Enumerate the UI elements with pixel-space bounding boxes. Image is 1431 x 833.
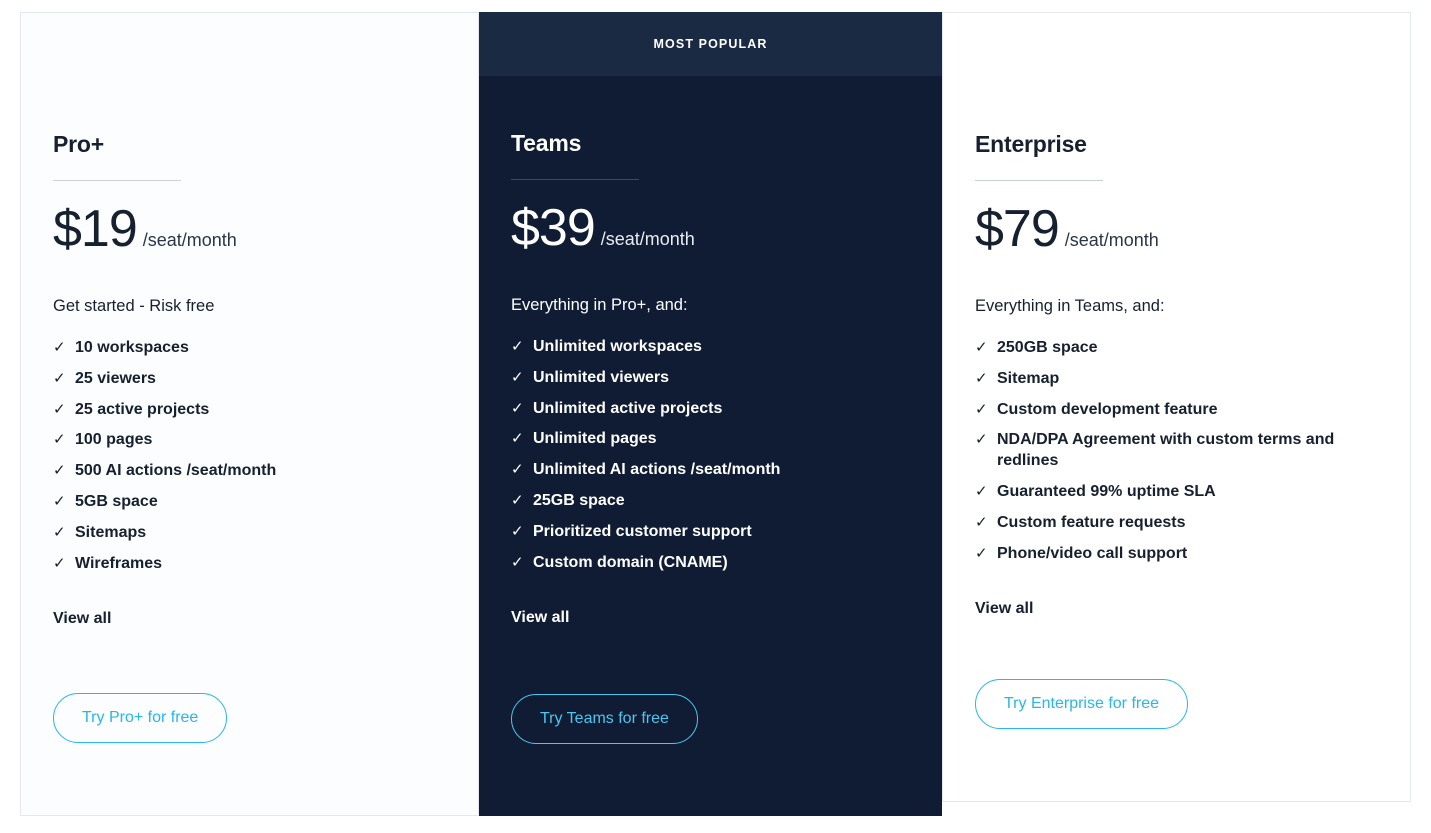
check-icon: ✓ xyxy=(975,369,988,387)
list-item xyxy=(511,399,910,420)
plan-name: Enterprise xyxy=(975,131,1087,157)
view-all-link[interactable]: View all xyxy=(975,600,1034,618)
check-icon: ✓ xyxy=(511,553,524,571)
list-item xyxy=(975,544,1378,565)
list-item xyxy=(511,460,910,481)
pricing-card-enterprise[interactable] xyxy=(942,12,1411,802)
list-item xyxy=(975,400,1378,421)
check-icon: ✓ xyxy=(511,338,524,355)
try-pro-plus-button[interactable]: Try Pro+ for free xyxy=(53,693,227,743)
feature-label: Unlimited active projects xyxy=(533,399,723,417)
pricing-card-pro-plus[interactable] xyxy=(20,12,479,816)
feature-label: Unlimited viewers xyxy=(533,368,670,386)
feature-label: Custom domain (CNAME) xyxy=(533,553,728,571)
feature-label: 500 AI actions /seat/month xyxy=(75,462,277,480)
feature-label: 25GB space xyxy=(533,491,625,509)
feature-label: 25 viewers xyxy=(75,369,156,387)
plan-price-suffix: /seat/month xyxy=(142,230,237,250)
plan-name: Teams xyxy=(511,130,582,156)
check-icon: ✓ xyxy=(511,368,524,386)
price-line xyxy=(53,200,446,258)
feature-label: NDA/DPA Agreement with custom terms and redlines xyxy=(997,431,1335,470)
list-item xyxy=(53,338,446,359)
list-item xyxy=(53,369,446,390)
list-item xyxy=(53,461,446,482)
card-body-enterprise xyxy=(943,13,1410,801)
card-body-teams xyxy=(479,76,942,816)
list-item xyxy=(975,369,1378,390)
plan-price: $79 xyxy=(975,200,1059,258)
divider xyxy=(975,180,1103,181)
check-icon: ✓ xyxy=(53,492,66,510)
list-item xyxy=(511,337,910,358)
list-item xyxy=(53,400,446,421)
list-item xyxy=(53,554,446,575)
try-enterprise-button[interactable]: Try Enterprise for free xyxy=(975,679,1188,729)
view-all-link[interactable]: View all xyxy=(53,610,112,628)
check-icon: ✓ xyxy=(53,369,66,387)
list-item xyxy=(53,492,446,513)
feature-label: 10 workspaces xyxy=(75,339,189,356)
plan-tagline: Everything in Teams, and: xyxy=(975,297,1165,315)
check-icon: ✓ xyxy=(511,461,524,479)
check-icon: ✓ xyxy=(53,554,66,572)
check-icon: ✓ xyxy=(975,431,988,449)
cta-wrapper xyxy=(975,679,1378,801)
feature-label: Sitemaps xyxy=(75,523,147,541)
plan-price: $39 xyxy=(511,199,595,257)
check-icon: ✓ xyxy=(53,400,66,418)
check-icon: ✓ xyxy=(511,399,524,417)
check-icon: ✓ xyxy=(511,430,524,448)
feature-list xyxy=(511,337,910,583)
plan-price: $19 xyxy=(53,200,137,258)
pricing-cards-row xyxy=(20,12,1411,816)
list-item xyxy=(511,553,910,574)
card-body-pro-plus xyxy=(21,13,478,815)
price-line xyxy=(975,200,1378,258)
check-icon: ✓ xyxy=(975,513,988,531)
list-item xyxy=(53,523,446,544)
divider xyxy=(511,179,639,180)
feature-label: Prioritized customer support xyxy=(533,522,752,540)
feature-label: Custom feature requests xyxy=(997,513,1186,531)
check-icon: ✓ xyxy=(511,522,524,540)
plan-tagline: Everything in Pro+, and: xyxy=(511,296,688,314)
feature-label: Custom development feature xyxy=(997,400,1218,418)
list-item xyxy=(975,513,1378,534)
list-item xyxy=(53,430,446,451)
list-item xyxy=(511,429,910,450)
list-item xyxy=(511,368,910,389)
check-icon: ✓ xyxy=(53,523,66,541)
divider xyxy=(53,180,181,181)
list-item xyxy=(975,338,1378,359)
feature-label: Guaranteed 99% uptime SLA xyxy=(997,482,1216,500)
list-item xyxy=(511,491,910,512)
feature-label: 5GB space xyxy=(75,492,158,510)
view-all-link[interactable]: View all xyxy=(511,609,570,627)
feature-label: Phone/video call support xyxy=(997,544,1188,562)
check-icon: ✓ xyxy=(53,339,66,356)
most-popular-badge: MOST POPULAR xyxy=(479,12,942,76)
try-teams-button[interactable]: Try Teams for free xyxy=(511,694,698,744)
check-icon: ✓ xyxy=(975,544,988,562)
feature-list xyxy=(975,338,1378,574)
feature-label: Unlimited pages xyxy=(533,430,657,448)
price-line xyxy=(511,199,910,257)
list-item xyxy=(511,522,910,543)
check-icon: ✓ xyxy=(975,482,988,500)
check-icon: ✓ xyxy=(53,462,66,480)
feature-label: Sitemap xyxy=(997,369,1060,387)
check-icon: ✓ xyxy=(975,400,988,418)
check-icon: ✓ xyxy=(53,431,66,449)
plan-price-suffix: /seat/month xyxy=(600,229,695,249)
plan-name: Pro+ xyxy=(53,131,104,157)
plan-price-suffix: /seat/month xyxy=(1064,230,1159,250)
feature-label: Unlimited AI actions /seat/month xyxy=(533,461,781,479)
feature-list xyxy=(53,338,446,584)
feature-label: 250GB space xyxy=(997,339,1098,356)
check-icon: ✓ xyxy=(975,339,988,356)
list-item xyxy=(975,430,1378,472)
plan-tagline: Get started - Risk free xyxy=(53,297,215,315)
feature-label: Unlimited workspaces xyxy=(533,338,702,355)
feature-label: Wireframes xyxy=(75,554,163,572)
cta-wrapper xyxy=(511,694,910,816)
list-item xyxy=(975,482,1378,503)
check-icon: ✓ xyxy=(511,491,524,509)
feature-label: 100 pages xyxy=(75,431,153,449)
cta-wrapper xyxy=(53,693,446,815)
pricing-card-teams[interactable] xyxy=(479,12,942,816)
feature-label: 25 active projects xyxy=(75,400,210,418)
